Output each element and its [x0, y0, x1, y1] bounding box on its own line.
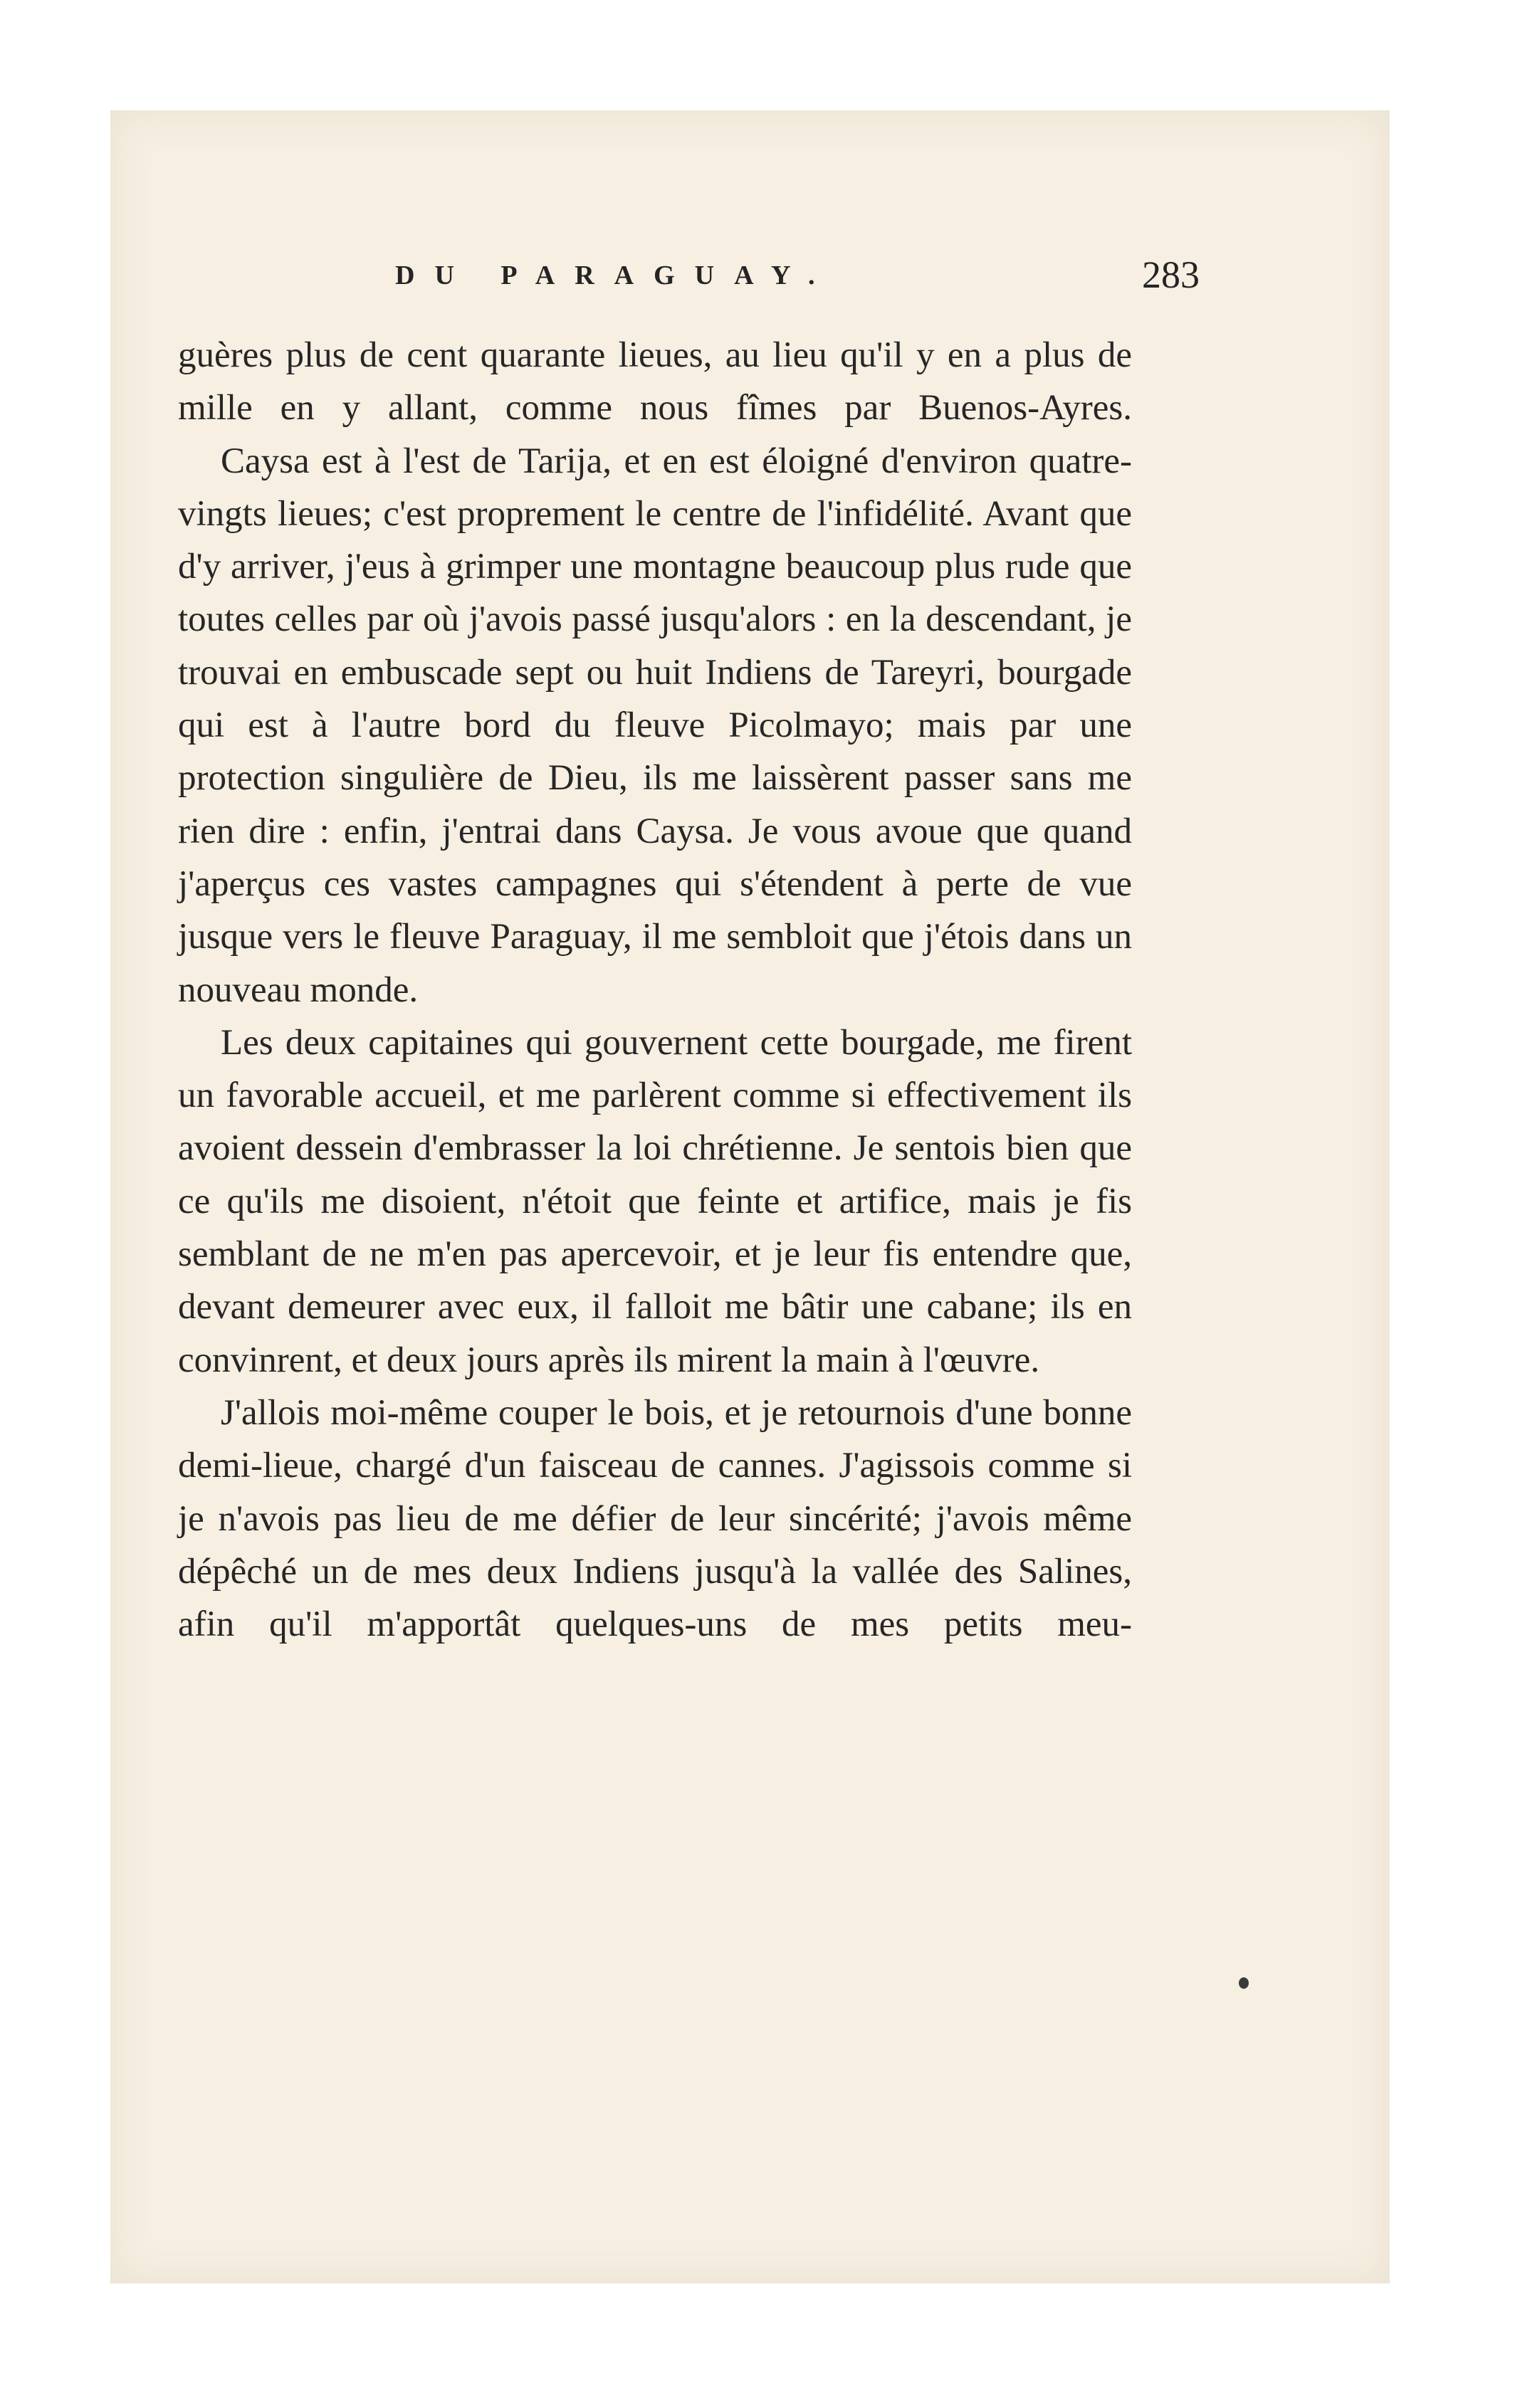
ink-spot-decoration [1239, 1977, 1249, 1989]
page-number: 283 [1142, 253, 1200, 296]
paragraph-cannes: J'allois moi-même couper le bois, et je retournois d'une bonne demi-lieue, chargé d'un faisceau de cannes. J'agissois comme si je n'avois pas lieu de me défier de leur sincérité; j'avois même dépêché un de mes deux Indiens jusqu'à la vallée des Salines, afin qu'il m'apportât quelques-uns de mes petits meu- [178, 1392, 1132, 1645]
running-header [281, 253, 1200, 303]
paragraph-capitaines: Les deux capitaines qui gouvernent cette bourgade, me firent un favorable accueil, et me parlèrent comme si effectivement ils avoient dessein d'embrasser la loi chrétienne. Je sentois bien que ce qu'ils me disoient, n'étoit que feinte et artifice, mais je fis semblant de ne m'en pas apercevoir, et je leur fis entendre que, devant demeurer avec eux, il falloit me bâtir une cabane; ils en convinrent, et deux jours après ils mirent la main à l'œuvre. [178, 1022, 1132, 1380]
paragraph-caysa: Caysa est à l'est de Tarija, et en est éloigné d'environ quatre-vingts lieues; c'est proprement le centre de l'infidélité. Avant que d'y arriver, j'eus à grimper une montagne beaucoup plus rude que toutes celles par où j'avois passé jusqu'alors : en la descendant, je trouvai en embuscade sept ou huit Indiens de Tareyri, bourgade qui est à l'autre bord du fleuve Picolmayo; mais par une protection singulière de Dieu, ils me laissèrent passer sans me rien dire : enfin, j'entrai dans Caysa. Je vous avoue que quand j'aperçus ces vastes campagnes qui s'étendent à perte de vue jusque vers le fleuve Paraguay, il me sembloit que j'étois dans un nouveau monde. [178, 441, 1132, 1010]
running-title: DU PARAGUAY. [395, 261, 835, 290]
body-text [178, 329, 1132, 1651]
paragraph-continuation: guères plus de cent quarante lieues, au lieu qu'il y en a plus de mille en y allant, comme nous fîmes par Buenos-Ayres. [178, 335, 1132, 429]
